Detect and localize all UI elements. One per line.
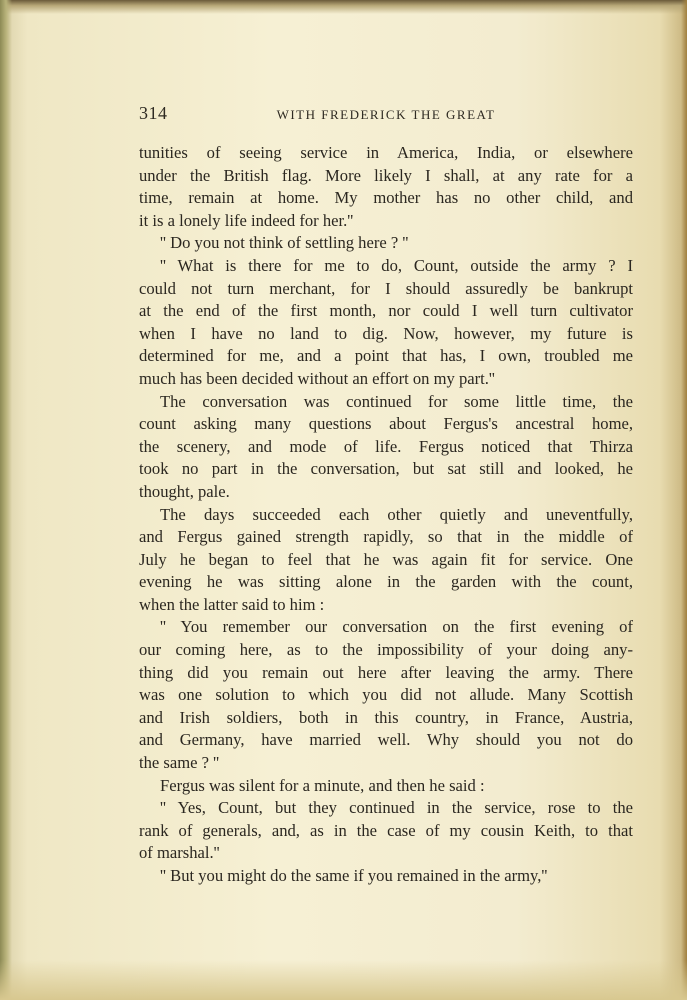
text-line: The days succeeded each other quietly and uneventfully,	[160, 504, 633, 524]
text-line: our coming here, as to the impossibility of your doing any-	[139, 640, 633, 660]
page-right-edge	[681, 0, 687, 1000]
text-line: the scenery, and mode of life. Fergus noticed that Thirza	[139, 436, 633, 456]
text-line: the same ? ''	[139, 753, 220, 773]
text-line: count asking many questions about Fergus's ancestral home,	[139, 414, 633, 434]
text-line: thing did you remain out here after leaving the army. There	[139, 662, 633, 682]
text-line: time, remain at home. My mother has no other child, and	[139, 188, 633, 208]
text-line: '' You remember our conversation on the first evening of	[160, 617, 633, 637]
text-line: and Germany, have married well. Why should you not do	[139, 730, 633, 750]
text-line: determined for me, and a point that has, I own, troubled me	[139, 346, 633, 366]
text-line: thought, pale.	[139, 481, 230, 501]
text-line: under the British flag. More likely I shall, at any rate for a	[139, 165, 633, 185]
text-line: and Irish soldiers, both in this country, in France, Austria,	[139, 707, 633, 727]
text-line: rank of generals, and, as in the case of my cousin Keith, to that	[139, 820, 633, 840]
text-line: '' Do you not think of settling here ? ''	[160, 233, 409, 253]
page-number: 314	[139, 103, 168, 123]
page-top-shadow	[0, 0, 687, 14]
text-line: July he began to feel that he was again fit for service. One	[139, 549, 633, 569]
text-line: Fergus was silent for a minute, and then he said :	[160, 775, 485, 795]
text-line: of marshal.''	[139, 843, 220, 863]
text-line: it is a lonely life indeed for her.''	[139, 210, 354, 230]
text-line: '' What is there for me to do, Count, outside the army ? I	[160, 255, 633, 275]
page-binding-edge	[0, 0, 12, 1000]
running-head	[139, 103, 633, 127]
text-line: when the latter said to him :	[139, 594, 325, 614]
text-line: was one solution to which you did not allude. Many Scottish	[139, 685, 633, 705]
text-line: took no part in the conversation, but sat still and looked, he	[139, 459, 633, 479]
text-line: much has been decided without an effort on my part.''	[139, 368, 495, 388]
page-bottom-shadow	[0, 960, 687, 1000]
text-line: The conversation was continued for some little time, the	[160, 391, 633, 411]
text-line: could not turn merchant, for I should assuredly be bankrupt	[139, 278, 633, 298]
text-line: and Fergus gained strength rapidly, so that in the middle of	[139, 527, 633, 547]
body-text	[139, 142, 633, 888]
text-line: tunities of seeing service in America, India, or elsewhere	[139, 143, 633, 162]
text-line: '' Yes, Count, but they continued in the service, rose to the	[160, 798, 633, 818]
text-line: at the end of the first month, nor could I well turn cultivator	[139, 301, 633, 321]
running-head-title: WITH FREDERICK THE GREAT	[276, 107, 496, 122]
text-line: when I have no land to dig. Now, however, my future is	[139, 323, 633, 343]
text-line: '' But you might do the same if you remained in the army,''	[160, 866, 548, 885]
text-line: evening he was sitting alone in the garden with the count,	[139, 572, 633, 592]
